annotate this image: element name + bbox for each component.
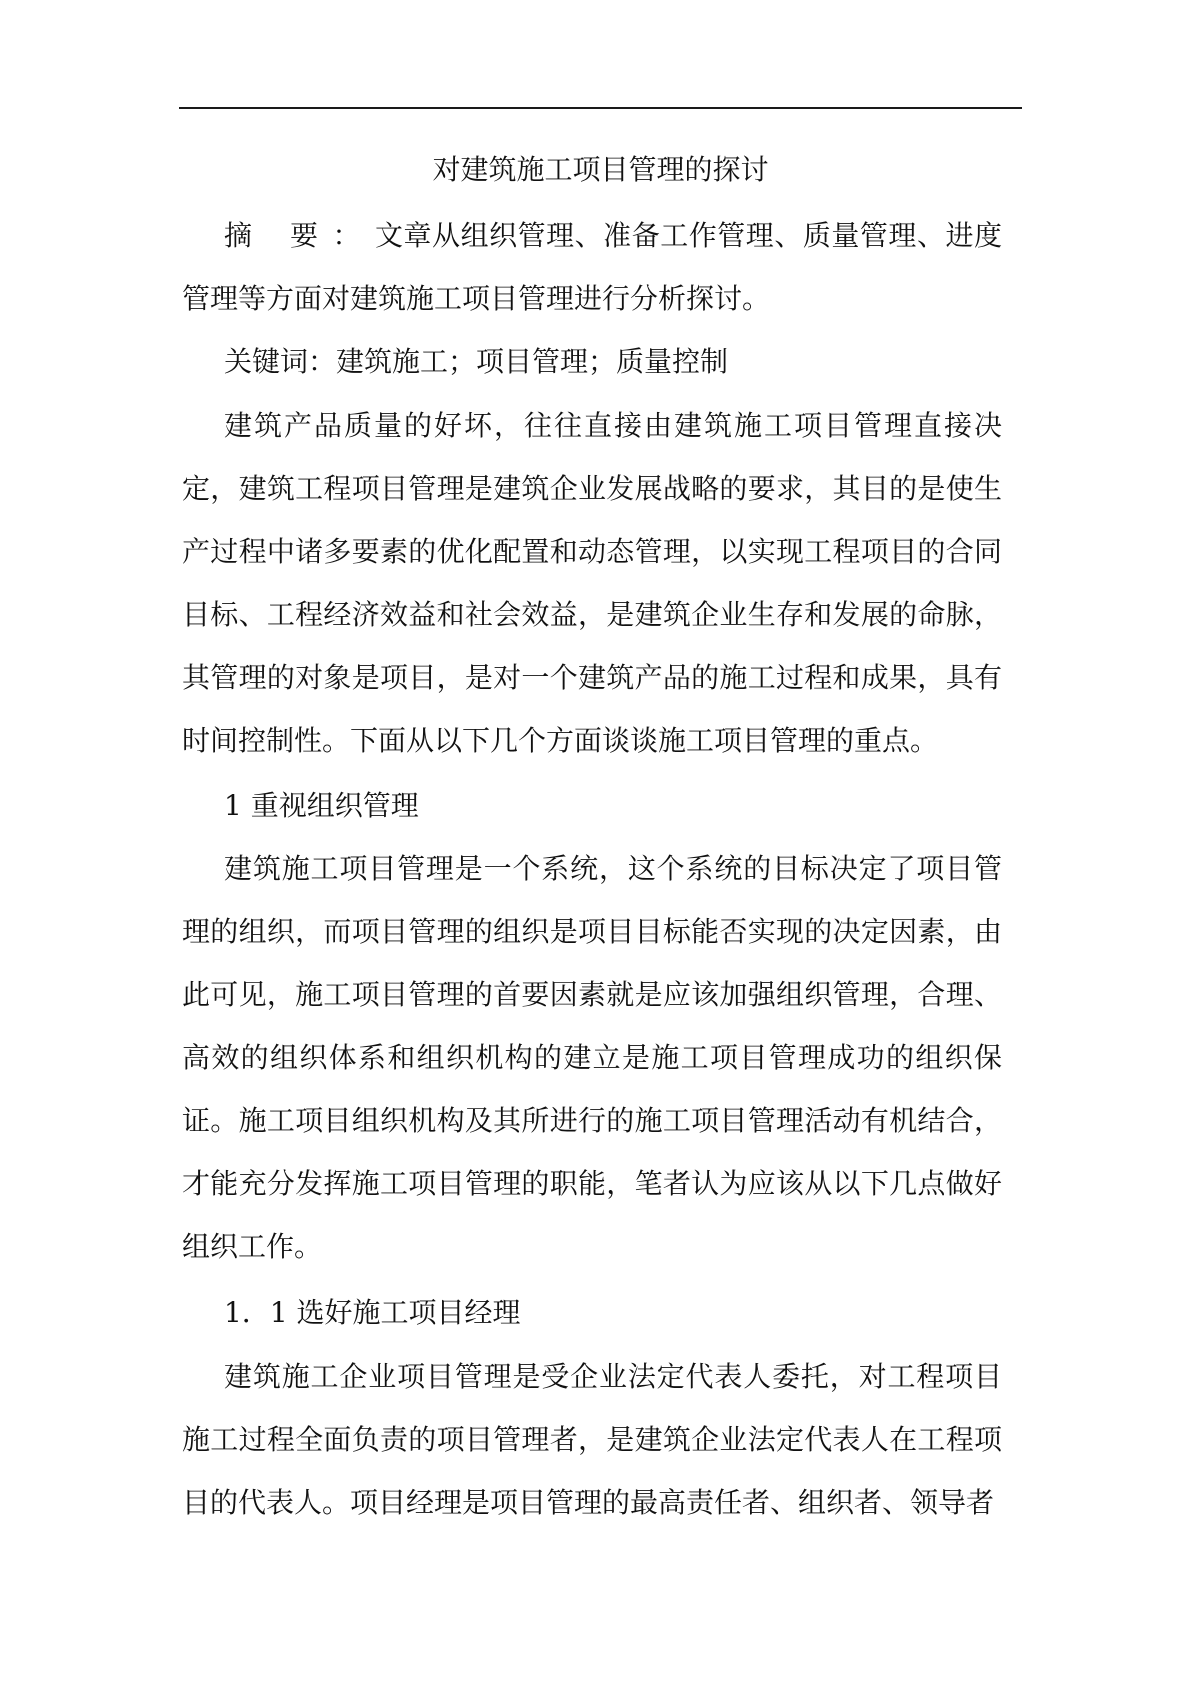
- keywords-line: [182, 330, 1044, 393]
- section-1-heading: 1 重视组织管理: [224, 789, 419, 822]
- abstract-paragraph: [182, 204, 1002, 330]
- abstract-text: 文章从组织管理、准备工作管理、质量管理、进度管理等方面对建筑施工项目管理进行分析探讨。: [182, 219, 1002, 315]
- keywords-label: 关键词：: [224, 345, 337, 378]
- keywords-text: 建筑施工；项目管理；质量控制: [336, 345, 729, 378]
- intro-paragraph: 建筑产品质量的好坏，往往直接由建筑施工项目管理直接决定，建筑工程项目管理是建筑企业发展战略的要求，其目的是使生产过程中诸多要素的优化配置和动态管理，以实现工程项目的合同目标、工程经济效益和社会效益，是建筑企业生存和发展的命脉，其管理的对象是项目，是对一个建筑产品的施工过程和成果，具有时间控制性。下面从以下几个方面谈谈施工项目管理的重点。: [182, 409, 1002, 757]
- abstract-label: 摘 要：: [224, 219, 375, 252]
- section-1-1-paragraph: 建筑施工企业项目管理是受企业法定代表人委托，对工程项目施工过程全面负责的项目管理者，是建筑企业法定代表人在工程项目的代表人。项目经理是项目管理的最高责任者、组织者、领导者: [182, 1360, 1002, 1519]
- document-title: 对建筑施工项目管理的探讨: [432, 153, 769, 186]
- header-rule: [179, 107, 1022, 109]
- section-1-1-heading: 1．1 选好施工项目经理: [224, 1296, 521, 1329]
- section-1-paragraph: 建筑施工项目管理是一个系统，这个系统的目标决定了项目管理的组织，而项目管理的组织是项目目标能否实现的决定因素，由此可见，施工项目管理的首要因素就是应该加强组织管理，合理、高效的组织体系和组织机构的建立是施工项目管理成功的组织保证。施工项目组织机构及其所进行的施工项目管理活动有机结合，才能充分发挥施工项目管理的职能，笔者认为应该从以下几点做好组织工作。: [182, 852, 1002, 1263]
